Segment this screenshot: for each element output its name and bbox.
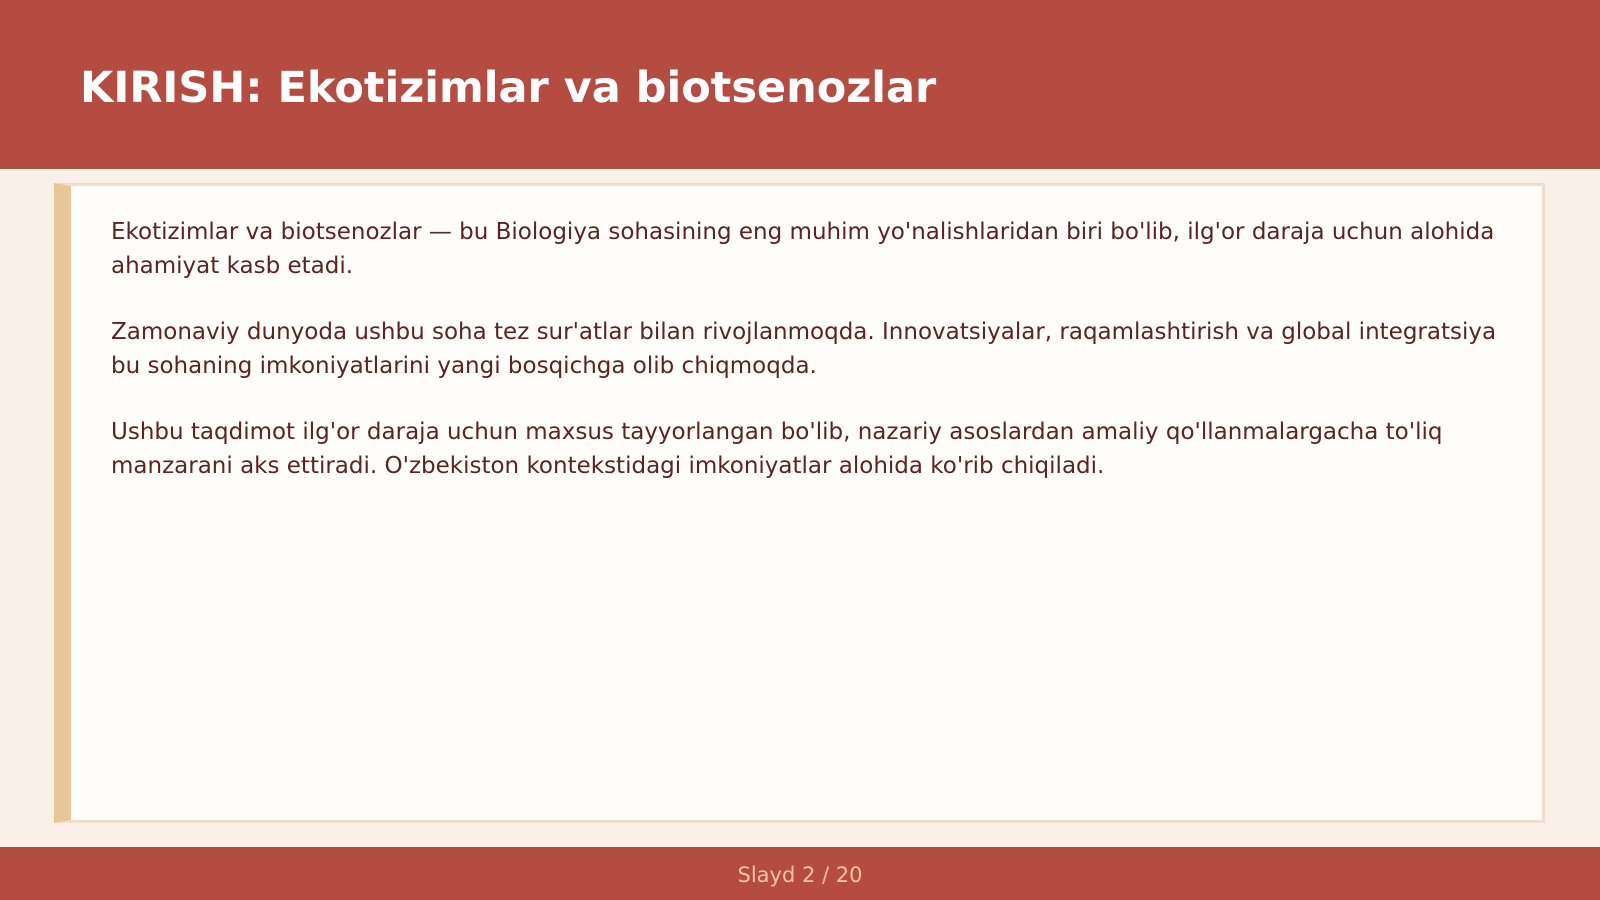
slide-footer bbox=[0, 847, 1600, 900]
modern-world-paragraph: Zamonaviy dunyoda ushbu soha tez sur'atlar bilan rivojlanmoqda. Innovatsiyalar, raqamlashtirish va global integratsiya bu sohaning imkoniyatlarini yangi bosqichga olib chiqmoqda. bbox=[111, 319, 1497, 379]
slide-number: Slayd 2 / 20 bbox=[737, 863, 863, 887]
slide-title: KIRISH: Ekotizimlar va biotsenozlar bbox=[80, 63, 937, 113]
slide-header bbox=[0, 0, 1600, 169]
intro-paragraph: Ekotizimlar va biotsenozlar — bu Biologiya sohasining eng muhim yo'nalishlaridan biri bo'lib, ilg'or daraja uchun alohida ahamiyat kasb etadi. bbox=[111, 219, 1495, 279]
content-body bbox=[111, 215, 1501, 515]
content-card bbox=[54, 183, 1545, 823]
presentation-purpose-paragraph: Ushbu taqdimot ilg'or daraja uchun maxsus tayyorlangan bo'lib, nazariy asoslardan amaliy qo'llanmalargacha to'liq manzarani aks ettiradi. O'zbekiston kontekstidagi imkoniyatlar alohida ko'rib chiqiladi. bbox=[111, 419, 1443, 479]
